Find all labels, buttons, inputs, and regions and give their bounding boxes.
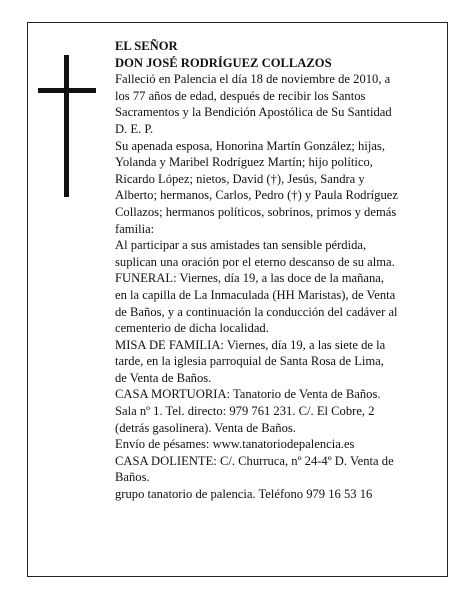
text-line: Alberto; hermanos, Carlos, Pedro (†) y Paula Rodríguez [115, 188, 398, 203]
text-line: CASA MORTUORIA: Tanatorio de Venta de Baños. [115, 387, 381, 402]
notice-title: EL SEÑOR [115, 39, 178, 53]
text-line: MISA DE FAMILIA: Viernes, día 19, a las siete de la [115, 337, 386, 352]
text-line: CASA DOLIENTE: C/. Churruca, nº 24-4º D. Venta de [115, 453, 394, 468]
text-line: los 77 años de edad, después de recibir los Santos [115, 88, 366, 103]
text-line: Envío de pésames: www.tanatoriodepalencia.es [115, 437, 355, 452]
text-line: Collazos; hermanos políticos, sobrinos, primos y demás [115, 204, 397, 219]
text-line: Sacramentos y la Bendición Apostólica de Su Santidad [115, 105, 392, 120]
family-mass-paragraph [115, 337, 445, 387]
text-line: Sala nº 1. Tel. directo: 979 761 231. C/. El Cobre, 2 [115, 404, 375, 419]
family-paragraph [115, 138, 445, 238]
footer-paragraph [115, 486, 445, 503]
cross-icon-crossbar [38, 88, 96, 93]
text-line: Al participar a sus amistades tan sensible pérdida, [115, 238, 367, 253]
text-line: de Venta de Baños. [115, 370, 212, 385]
text-line: Baños. [115, 470, 150, 485]
funeral-home-paragraph [115, 386, 445, 436]
text-line: Su apenada esposa, Honorina Martín González; hijas, [115, 138, 385, 153]
funeral-paragraph [115, 270, 445, 336]
text-line: cementerio de dicha localidad. [115, 321, 269, 336]
text-line: Yolanda y Maribel Rodríguez Martín; hijo político, [115, 155, 373, 170]
text-line: de Baños, y a continuación la conducción del cadáver al [115, 304, 398, 319]
text-line: familia: [115, 221, 155, 236]
text-line: en la capilla de La Inmaculada (HH Maristas), de Venta [115, 287, 396, 302]
condolences-paragraph [115, 436, 445, 453]
text-line: (detrás gasolinera). Venta de Baños. [115, 420, 296, 435]
deceased-name: DON JOSÉ RODRÍGUEZ COLLAZOS [115, 55, 332, 70]
text-line: suplican una oración por el eterno descanso de su alma. [115, 254, 395, 269]
obituary-text [115, 38, 445, 503]
text-line: FUNERAL: Viernes, día 19, a las doce de la mañana, [115, 271, 385, 286]
text-line: grupo tanatorio de palencia. Teléfono 979 16 53 16 [115, 487, 373, 502]
family-home-paragraph [115, 453, 445, 486]
text-line: Falleció en Palencia el día 18 de noviembre de 2010, a [115, 72, 391, 87]
death-announcement-paragraph [115, 71, 445, 137]
prayer-request-paragraph [115, 237, 445, 270]
text-line: D. E. P. [115, 121, 154, 136]
text-line: tarde, en la iglesia parroquial de Santa Rosa de Lima, [115, 354, 384, 369]
cross-icon [64, 55, 69, 197]
text-line: Ricardo López; nietos, David (†), Jesús, Sandra y [115, 171, 365, 186]
